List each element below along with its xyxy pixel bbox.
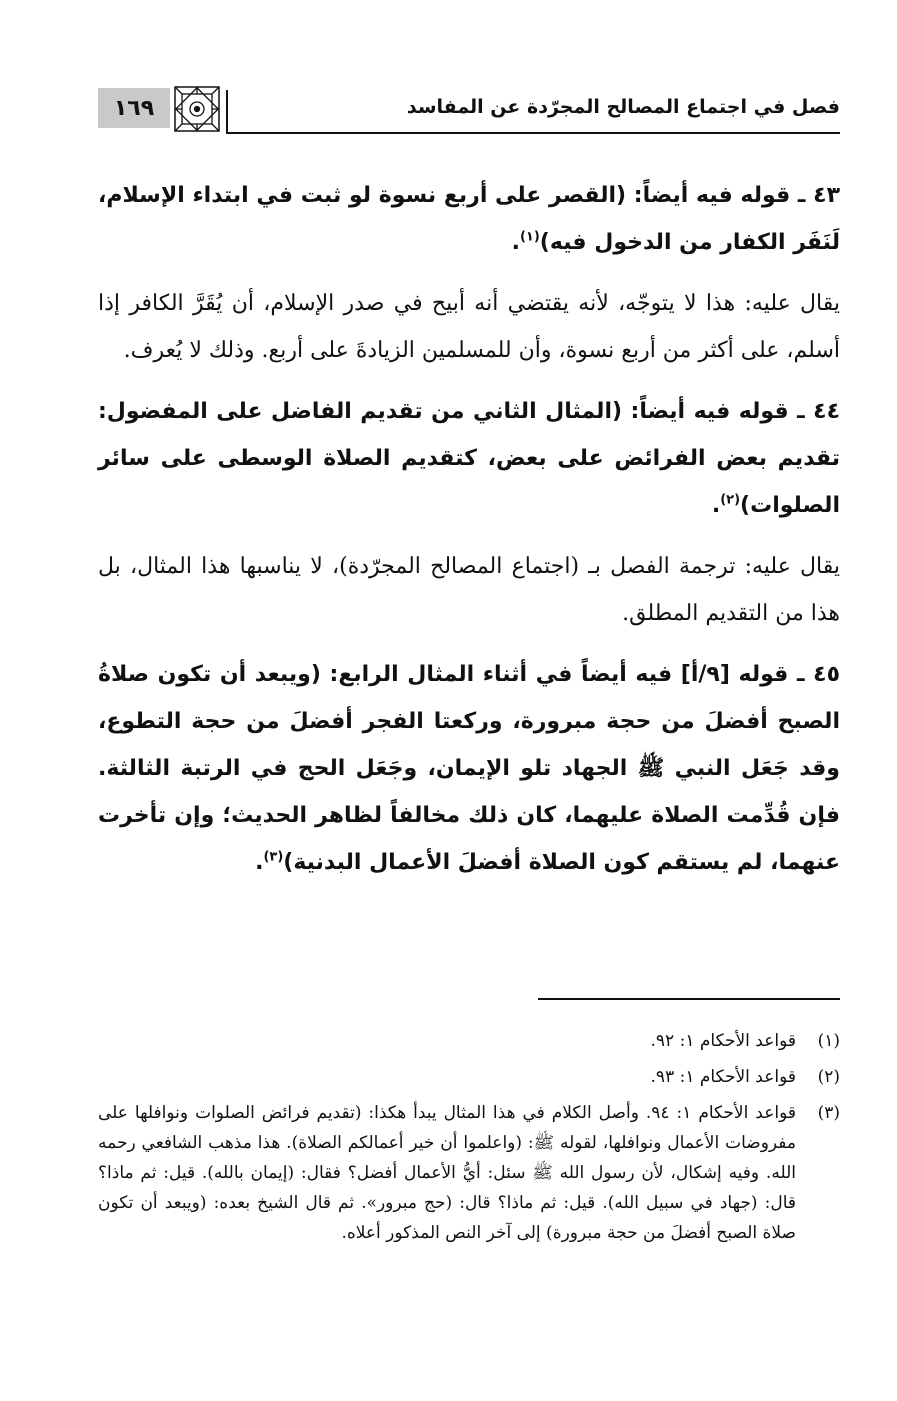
footnote-ref: (٢): [720, 492, 741, 508]
footnote-text: قواعد الأحكام ١: ٩٤. وأصل الكلام في هذا المثال يبدأ هكذا: (تقديم فرائض الصلوات ونوافلها على مفروضات الأعمال ونوافلها، لقوله ﷺ: (واعلموا أن خير أعمالكم الصلاة). هذا مذهب الشافعي رحمه الله. وفيه إشكال، لأن رسول الله ﷺ سئل: أيُّ الأعمال أفضل؟ فقال: (إيمان بالله). قيل: ثم ماذا؟ قال: (جهاد في سبيل الله). قيل: ثم ماذا؟ قال: (حج مبرور». ثم قال الشيخ بعده: (ويبعد أن تكون صلاة الصبح أفضلَ من حجة مبرورة) إلى آخر النص المذكور أعلاه.: [98, 1103, 796, 1243]
footnote-ref: (٣): [263, 849, 284, 865]
footnote-number: (١): [817, 1031, 840, 1051]
footnote-separator: [538, 998, 840, 1000]
paragraph-44-reply: يقال عليه: ترجمة الفصل بـ (اجتماع المصالح المجرّدة)، لا يناسبها هذا المثال، بل هذا من التقديم المطلق.: [98, 554, 840, 626]
running-header: [98, 86, 840, 136]
footnotes: [98, 1026, 840, 1254]
footnote-text: قواعد الأحكام ١: ٩٢.: [650, 1031, 796, 1051]
footnote: [98, 1098, 840, 1248]
footnote-text: قواعد الأحكام ١: ٩٣.: [650, 1067, 796, 1087]
paragraph-43: ٤٣ ـ قوله فيه أيضاً: (القصر على أربع نسوة لو ثبت في ابتداء الإسلام، لَنَفَر الكفار من الدخول فيه)$^{(١)}$.: [98, 183, 840, 255]
page-number: ١٦٩: [98, 88, 170, 128]
header-rule: [226, 132, 840, 134]
footnote-ref: (١): [519, 229, 540, 245]
main-text: [98, 172, 840, 900]
ornament-icon: [174, 86, 220, 132]
header-divider: [226, 90, 228, 134]
footnote-number: (٣): [817, 1103, 840, 1123]
footnote: [98, 1062, 840, 1092]
header-title: فصل في اجتماع المصالح المجرّدة عن المفاسد: [406, 96, 840, 118]
paragraph-45: ٤٥ ـ قوله [٩/أ] فيه أيضاً في أثناء المثال الرابع: (ويبعد أن تكون صلاةُ الصبح أفضلَ من حجة مبرورة، وركعتا الفجر أفضلَ من حجة التطوع، وقد جَعَل النبي ﷺ الجهاد تلو الإيمان، وجَعَل الحج في الرتبة الثالثة. فإن قُدِّمت الصلاة عليهما، كان ذلك مخالفاً لظاهر الحديث؛ وإن تأخرت عنهما، لم يستقم كون الصلاة أفضلَ الأعمال البدنية)$^{(٣)}$.: [98, 662, 840, 875]
footnote-number: (٢): [817, 1067, 840, 1087]
paragraph-44: ٤٤ ـ قوله فيه أيضاً: (المثال الثاني من تقديم الفاضل على المفضول: تقديم بعض الفرائض على بعض، كتقديم الصلاة الوسطى على سائر الصلوات)$^{(٢)}$.: [98, 399, 840, 518]
paragraph-43-reply: يقال عليه: هذا لا يتوجّه، لأنه يقتضي أنه أبيح في صدر الإسلام، أن يُقَرَّ الكافر إذا أسلم، على أكثر من أربع نسوة، وأن للمسلمين الزيادةَ على أربع. وذلك لا يُعرف.: [98, 291, 840, 363]
footnote: [98, 1026, 840, 1056]
